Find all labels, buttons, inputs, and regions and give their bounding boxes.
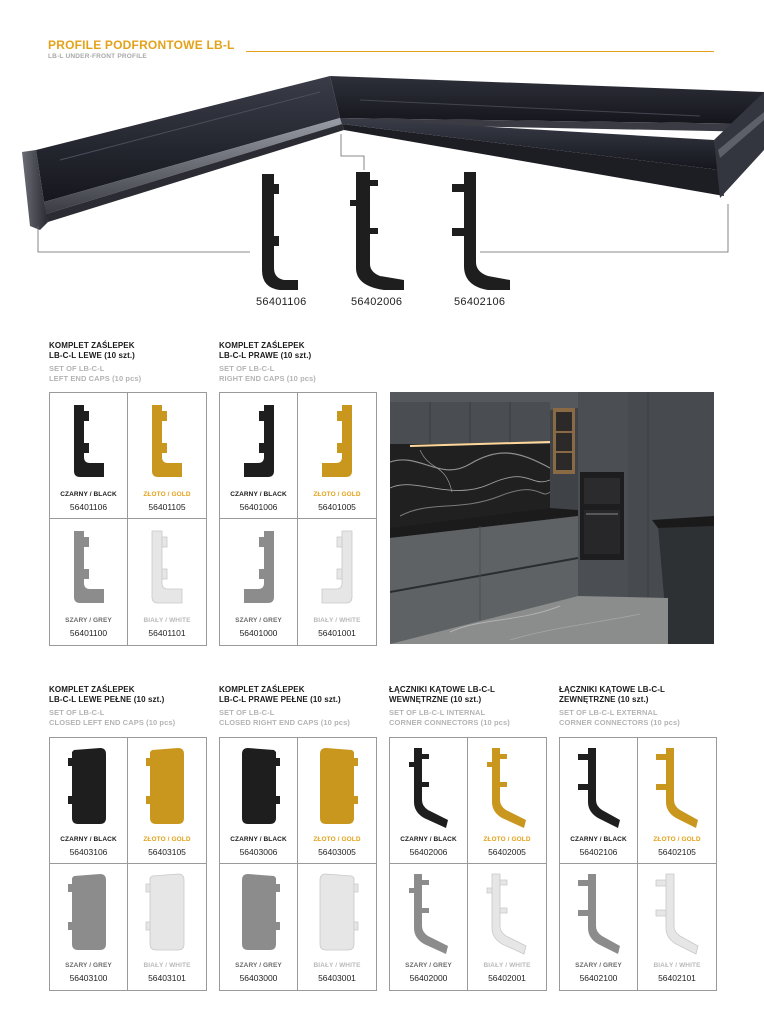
part-silhouette bbox=[656, 874, 698, 954]
part-silhouette bbox=[152, 405, 182, 477]
part-silhouette bbox=[244, 531, 274, 603]
section-title: WEWNĘTRZNE (10 szt.) bbox=[389, 695, 482, 704]
variant-code: 56403000 bbox=[239, 973, 278, 983]
section-left-end-caps-header bbox=[49, 341, 141, 384]
variant-cell-black bbox=[220, 393, 298, 519]
variant-code: 56402105 bbox=[658, 847, 696, 857]
page-subtitle: LB-L UNDER-FRONT PROFILE bbox=[48, 53, 147, 60]
variant-cell-grey bbox=[50, 864, 128, 990]
closed-cap-white-image bbox=[298, 864, 376, 990]
variant-color-label: BIAŁY / WHITE bbox=[313, 617, 361, 624]
variant-color-label: BIAŁY / WHITE bbox=[653, 962, 701, 969]
part-silhouette bbox=[409, 874, 448, 954]
variant-code: 56403105 bbox=[148, 847, 186, 857]
section-title: KOMPLET ZAŚLEPEK bbox=[49, 341, 135, 350]
variant-color-label: BIAŁY / WHITE bbox=[313, 962, 361, 969]
section-subtitle: CLOSED LEFT END CAPS (10 pcs) bbox=[49, 718, 176, 727]
end-cap-white-image bbox=[128, 519, 206, 645]
variant-color-label: SZARY / GREY bbox=[235, 962, 282, 969]
section-subtitle: CLOSED RIGHT END CAPS (10 pcs) bbox=[219, 718, 350, 727]
variant-code: 56403100 bbox=[69, 973, 108, 983]
corner-connector-black-image bbox=[560, 738, 638, 864]
variant-code: 56401105 bbox=[148, 502, 186, 512]
variant-code: 56402001 bbox=[488, 973, 526, 983]
variant-cell-gold bbox=[128, 738, 206, 864]
end-cap-gold-image bbox=[128, 393, 206, 519]
part-silhouette bbox=[74, 405, 104, 477]
closed-cap-grey-image bbox=[50, 864, 128, 990]
closed-cap-black-image bbox=[220, 738, 298, 864]
variant-cell-black bbox=[220, 738, 298, 864]
closed-cap-gold-image bbox=[298, 738, 376, 864]
section-subtitle: SET OF LB-C-L INTERNAL bbox=[389, 708, 486, 717]
part-silhouette bbox=[242, 748, 280, 824]
variant-grid bbox=[389, 737, 547, 991]
hero-code-1: 56401106 bbox=[256, 296, 307, 308]
section-title: KOMPLET ZAŚLEPEK bbox=[49, 685, 135, 694]
variant-cell-gold bbox=[638, 738, 716, 864]
end-cap-grey-image bbox=[50, 519, 128, 645]
section-subtitle: SET OF LB-C-L bbox=[219, 364, 275, 373]
part-silhouette bbox=[320, 748, 358, 824]
end-cap-grey-image bbox=[220, 519, 298, 645]
variant-grid bbox=[219, 737, 377, 991]
kitchen-photo bbox=[390, 392, 714, 644]
variant-color-label: CZARNY / BLACK bbox=[60, 491, 117, 498]
variant-color-label: ZŁOTO / GOLD bbox=[313, 491, 361, 498]
end-cap-black-image bbox=[50, 393, 128, 519]
hero-code-3: 56402106 bbox=[454, 296, 506, 308]
section-title: ŁĄCZNIKI KĄTOWE LB-C-L bbox=[559, 685, 666, 694]
section-title: LB-C-L LEWE PEŁNE (10 szt.) bbox=[49, 695, 165, 704]
section-title: LB-C-L PRAWE (10 szt.) bbox=[219, 351, 312, 360]
section-subtitle: CORNER CONNECTORS (10 pcs) bbox=[389, 718, 510, 727]
variant-cell-white bbox=[128, 519, 206, 645]
variant-code: 56402000 bbox=[409, 973, 448, 983]
variant-cell-grey bbox=[50, 519, 128, 645]
part-silhouette bbox=[322, 531, 352, 603]
closed-cap-gold-image bbox=[128, 738, 206, 864]
part-silhouette bbox=[242, 874, 280, 950]
variant-code: 56401005 bbox=[318, 502, 356, 512]
variant-cell-black bbox=[560, 738, 638, 864]
section-subtitle: SET OF LB-C-L bbox=[49, 364, 105, 373]
section-subtitle: LEFT END CAPS (10 pcs) bbox=[49, 374, 142, 383]
variant-cell-grey bbox=[220, 519, 298, 645]
section-subtitle: RIGHT END CAPS (10 pcs) bbox=[219, 374, 316, 383]
part-silhouette bbox=[146, 748, 184, 824]
variant-code: 56402005 bbox=[488, 847, 526, 857]
variant-grid bbox=[219, 392, 377, 646]
section-subtitle: CORNER CONNECTORS (10 pcs) bbox=[559, 718, 680, 727]
variant-color-label: ZŁOTO / GOLD bbox=[313, 836, 361, 843]
variant-code: 56403006 bbox=[239, 847, 278, 857]
part-silhouette bbox=[244, 405, 274, 477]
section-internal-corners-header bbox=[389, 685, 510, 728]
variant-code: 56401106 bbox=[69, 502, 108, 512]
variant-cell-black bbox=[390, 738, 468, 864]
closed-cap-grey-image bbox=[220, 864, 298, 990]
part-silhouette bbox=[146, 874, 184, 950]
variant-cell-gold bbox=[128, 393, 206, 519]
variant-color-label: SZARY / GREY bbox=[405, 962, 452, 969]
variant-color-label: BIAŁY / WHITE bbox=[483, 962, 531, 969]
closed-cap-black-image bbox=[50, 738, 128, 864]
variant-color-label: SZARY / GREY bbox=[575, 962, 622, 969]
variant-code: 56403001 bbox=[318, 973, 356, 983]
variant-color-label: SZARY / GREY bbox=[235, 617, 282, 624]
part-silhouette bbox=[322, 405, 352, 477]
variant-color-label: CZARNY / BLACK bbox=[60, 836, 117, 843]
variant-code: 56403101 bbox=[148, 973, 186, 983]
part-silhouette bbox=[656, 748, 698, 828]
variant-code: 56401101 bbox=[148, 628, 186, 638]
closed-cap-white-image bbox=[128, 864, 206, 990]
part-silhouette bbox=[68, 874, 106, 950]
end-cap-white-image bbox=[298, 519, 376, 645]
section-title: KOMPLET ZAŚLEPEK bbox=[219, 341, 305, 350]
corner-connector-gold-image bbox=[638, 738, 716, 864]
hero-code-2: 56402006 bbox=[351, 296, 403, 308]
corner-connector-white-image bbox=[468, 864, 546, 990]
variant-cell-black bbox=[50, 738, 128, 864]
variant-color-label: CZARNY / BLACK bbox=[570, 836, 627, 843]
section-title: LB-C-L PRAWE PEŁNE (10 szt.) bbox=[219, 695, 341, 704]
corner-connector-grey-image bbox=[390, 864, 468, 990]
section-closed-right-caps-header bbox=[219, 685, 350, 728]
corner-connector-grey-image bbox=[560, 864, 638, 990]
part-silhouette bbox=[487, 748, 526, 828]
section-right-end-caps-header bbox=[219, 341, 316, 384]
variant-code: 56401006 bbox=[239, 502, 278, 512]
variant-code: 56403106 bbox=[69, 847, 108, 857]
variant-color-label: CZARNY / BLACK bbox=[230, 836, 287, 843]
part-silhouette bbox=[152, 531, 182, 603]
section-subtitle: SET OF LB-C-L EXTERNAL bbox=[559, 708, 658, 717]
part-silhouette bbox=[68, 748, 106, 824]
variant-cell-white bbox=[128, 864, 206, 990]
variant-color-label: ZŁOTO / GOLD bbox=[653, 836, 701, 843]
variant-code: 56402101 bbox=[658, 973, 696, 983]
variant-cell-black bbox=[50, 393, 128, 519]
part-silhouette bbox=[409, 748, 448, 828]
variant-color-label: ZŁOTO / GOLD bbox=[143, 836, 191, 843]
section-title: ZEWNĘTRZNE (10 szt.) bbox=[559, 695, 649, 704]
part-silhouette bbox=[74, 531, 104, 603]
variant-color-label: SZARY / GREY bbox=[65, 962, 112, 969]
variant-cell-gold bbox=[298, 738, 376, 864]
variant-color-label: ZŁOTO / GOLD bbox=[143, 491, 191, 498]
variant-cell-gold bbox=[298, 393, 376, 519]
profile-corner-illustration bbox=[0, 62, 764, 312]
section-closed-left-caps-header bbox=[49, 685, 175, 728]
variant-cell-white bbox=[468, 864, 546, 990]
variant-cell-white bbox=[298, 519, 376, 645]
part-silhouette bbox=[320, 874, 358, 950]
section-title: LB-C-L LEWE (10 szt.) bbox=[49, 351, 135, 360]
variant-code: 56401000 bbox=[239, 628, 278, 638]
variant-grid bbox=[559, 737, 717, 991]
section-title: ŁĄCZNIKI KĄTOWE LB-C-L bbox=[389, 685, 496, 694]
part-silhouette bbox=[578, 874, 620, 954]
section-title: KOMPLET ZAŚLEPEK bbox=[219, 685, 305, 694]
variant-cell-white bbox=[298, 864, 376, 990]
variant-code: 56403005 bbox=[318, 847, 356, 857]
variant-code: 56401001 bbox=[318, 628, 356, 638]
variant-code: 56401100 bbox=[69, 628, 108, 638]
section-subtitle: SET OF LB-C-L bbox=[219, 708, 275, 717]
end-cap-black-image bbox=[220, 393, 298, 519]
variant-cell-white bbox=[638, 864, 716, 990]
variant-cell-gold bbox=[468, 738, 546, 864]
variant-color-label: BIAŁY / WHITE bbox=[143, 962, 191, 969]
variant-color-label: CZARNY / BLACK bbox=[400, 836, 457, 843]
section-external-corners-header bbox=[559, 685, 680, 728]
section-subtitle: SET OF LB-C-L bbox=[49, 708, 105, 717]
variant-grid bbox=[49, 737, 207, 991]
variant-color-label: ZŁOTO / GOLD bbox=[483, 836, 531, 843]
variant-cell-grey bbox=[220, 864, 298, 990]
corner-connector-white-image bbox=[638, 864, 716, 990]
part-silhouette bbox=[487, 874, 526, 954]
variant-cell-grey bbox=[560, 864, 638, 990]
variant-color-label: BIAŁY / WHITE bbox=[143, 617, 191, 624]
variant-cell-grey bbox=[390, 864, 468, 990]
page-title: PROFILE PODFRONTOWE LB-L bbox=[48, 38, 235, 52]
variant-code: 56402100 bbox=[579, 973, 618, 983]
end-cap-gold-image bbox=[298, 393, 376, 519]
variant-code: 56402006 bbox=[409, 847, 448, 857]
variant-color-label: SZARY / GREY bbox=[65, 617, 112, 624]
variant-grid bbox=[49, 392, 207, 646]
title-divider bbox=[246, 51, 714, 52]
corner-connector-black-image bbox=[390, 738, 468, 864]
variant-color-label: CZARNY / BLACK bbox=[230, 491, 287, 498]
variant-code: 56402106 bbox=[579, 847, 618, 857]
corner-connector-gold-image bbox=[468, 738, 546, 864]
part-silhouette bbox=[578, 748, 620, 828]
